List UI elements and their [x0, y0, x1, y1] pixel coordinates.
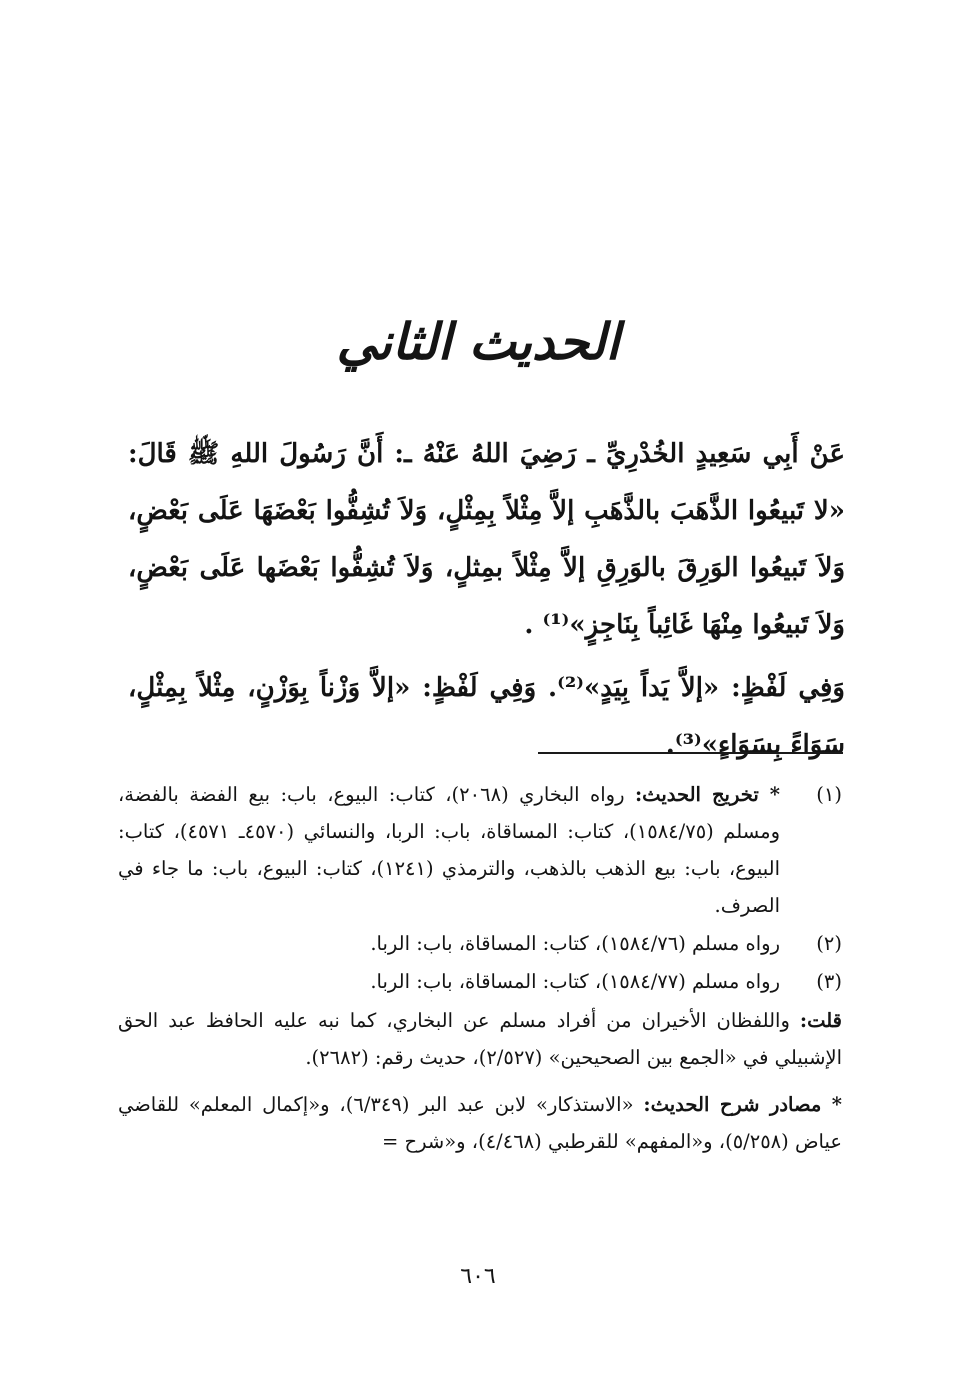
- footnotes-section: [118, 776, 842, 1160]
- hadith-text: [128, 426, 845, 774]
- footnote-3: [118, 963, 842, 1000]
- sources-label: * مصادر شرح الحديث:: [643, 1093, 842, 1116]
- footnote-number: (٢): [816, 932, 842, 955]
- note-text: واللفظان الأخيران من أفراد مسلم عن البخاري، كما نبه عليه الحافظ عبد الحق الإشبيلي في «الجمع بين الصحيحين» (٢/٥٢٧)، حديث رقم: (٢٦٨٢).: [118, 1009, 842, 1069]
- footnote-1: [118, 776, 842, 924]
- sources-text: «الاستذكار» لابن عبد البر (٦/٣٤٩)، و«إكمال المعلم» للقاضي عياض (٥/٢٥٨)، و«المفهم» للقرطبي (٤/٤٦٨)، و«شرح =: [118, 1093, 842, 1153]
- footnote-2: [118, 925, 842, 962]
- page-title: الحديث الثاني: [336, 312, 620, 371]
- footnote-text: رواه مسلم (١٥٨٤/٧٦)، كتاب: المساقاة، باب: الربا.: [370, 932, 780, 955]
- footnote-text: رواه البخاري (٢٠٦٨)، كتاب: البيوع، باب: بيع الفضة بالفضة، ومسلم (١٥٨٤/٧٥)، كتاب: المساقاة، باب: الربا، والنسائي (٤٥٧٠ـ ٤٥٧١)، كتاب: البيوع، باب: بيع الذهب بالذهب، والترمذي (١٢٤١)، كتاب: البيوع، باب: ما جاء في الصرف.: [118, 783, 781, 917]
- page-number: ٦٠٦: [460, 1264, 496, 1289]
- editor-note: [118, 1002, 842, 1076]
- footnote-body: [118, 925, 780, 962]
- hadith-paragraph-2: وَفِي لَفْظٍ: «إلاَّ يَداً بِيَدٍ»⁽²⁾. وَفِي لَفْظٍ: «إلاَّ وَزْناً بِوَزْنٍ، مِثْلاً بِمِثْلٍ، سَوَاءً بِسَوَاءٍ»⁽³⁾.: [128, 673, 845, 760]
- hadith-paragraph-1: عَنْ أَبِي سَعِيدٍ الخُدْرِيِّ ـ رَضِيَ اللهُ عَنْهُ ـ: أَنَّ رَسُولَ اللهِ ﷺ قَالَ: «لا تَبيعُوا الذَّهَبَ بالذَّهَبِ إلاَّ مِثْلاً بِمِثْلٍ، وَلاَ تُشِفُّوا بَعْضَهَا عَلَى بَعْضٍ، وَلاَ تَبيعُوا الوَرِقَ بالوَرِقِ إلاَّ مِثْلاً بمِثلٍ، وَلاَ تُشِفُّوا بَعْضَها عَلَى بَعْضٍ، وَلاَ تَبيعُوا مِنْهَا غَائِباً بِنَاجِزٍ»⁽¹⁾ .: [128, 439, 846, 640]
- footnote-text: رواه مسلم (١٥٨٤/٧٧)، كتاب: المساقاة، باب: الربا.: [370, 970, 780, 993]
- footnote-number: (٣): [816, 970, 842, 993]
- commentary-sources: [118, 1086, 842, 1160]
- footnote-body: [118, 776, 780, 924]
- footnote-number: (١): [816, 783, 842, 806]
- footnote-body: [118, 963, 780, 1000]
- note-label: قلت:: [799, 1009, 842, 1032]
- footnote-divider: [538, 752, 843, 754]
- footnote-label: * تخريج الحديث:: [634, 783, 780, 806]
